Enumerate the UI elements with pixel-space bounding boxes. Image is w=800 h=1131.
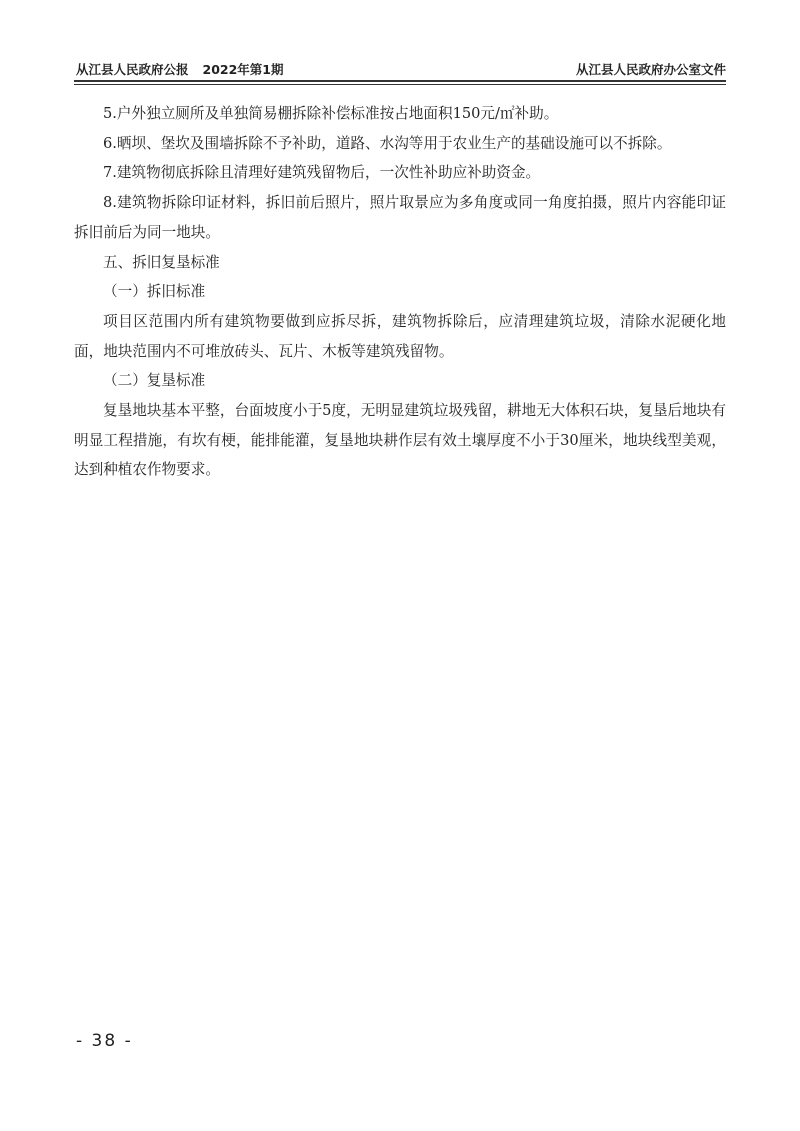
document-body — [74, 99, 726, 485]
issue-label: 2022年第1期 — [202, 62, 284, 77]
header-rule-thin — [74, 84, 726, 85]
page-number: - 38 - — [76, 1031, 133, 1051]
publication-title: 从江县人民政府公报 — [76, 62, 189, 77]
paragraph-item-7: 7.建筑物彻底拆除且清理好建筑残留物后，一次性补助应补助资金。 — [103, 164, 541, 182]
paragraph-reclamation-standard: 复垦地块基本平整，台面坡度小于5度，无明显建筑垃圾残留，耕地无大体积石块，复垦后地块有明显工程措施，有坎有梗，能排能灌，复垦地块耕作层有效土壤厚度不小于30厘米，地块线型美观，达到种植农作物要求。 — [74, 402, 726, 479]
paragraph-item-5: 5.户外独立厕所及单独简易棚拆除补偿标准按占地面积150元/㎡补助。 — [103, 105, 559, 122]
subsection-heading-reclamation: （二）复垦标准 — [103, 372, 206, 390]
paragraph-item-6: 6.晒坝、堡坎及围墙拆除不予补助，道路、水沟等用于农业生产的基础设施可以不拆除。 — [103, 134, 672, 152]
header-rule-thick — [74, 80, 726, 82]
page-header — [76, 56, 726, 78]
subsection-heading-demolition: （一）拆旧标准 — [103, 283, 206, 301]
header-source: 从江县人民政府办公室文件 — [575, 62, 726, 77]
paragraph-item-8: 8.建筑物拆除印证材料，拆旧前后照片，照片取景应为多角度或同一角度拍摄，照片内容能印证拆旧前后为同一地块。 — [74, 194, 726, 241]
header-left — [76, 60, 298, 78]
section-heading: 五、拆旧复垦标准 — [103, 253, 220, 271]
paragraph-demolition-standard: 项目区范围内所有建筑物要做到应拆尽拆，建筑物拆除后，应清理建筑垃圾，清除水泥硬化地面，地块范围内不可堆放砖头、瓦片、木板等建筑残留物。 — [74, 312, 726, 360]
